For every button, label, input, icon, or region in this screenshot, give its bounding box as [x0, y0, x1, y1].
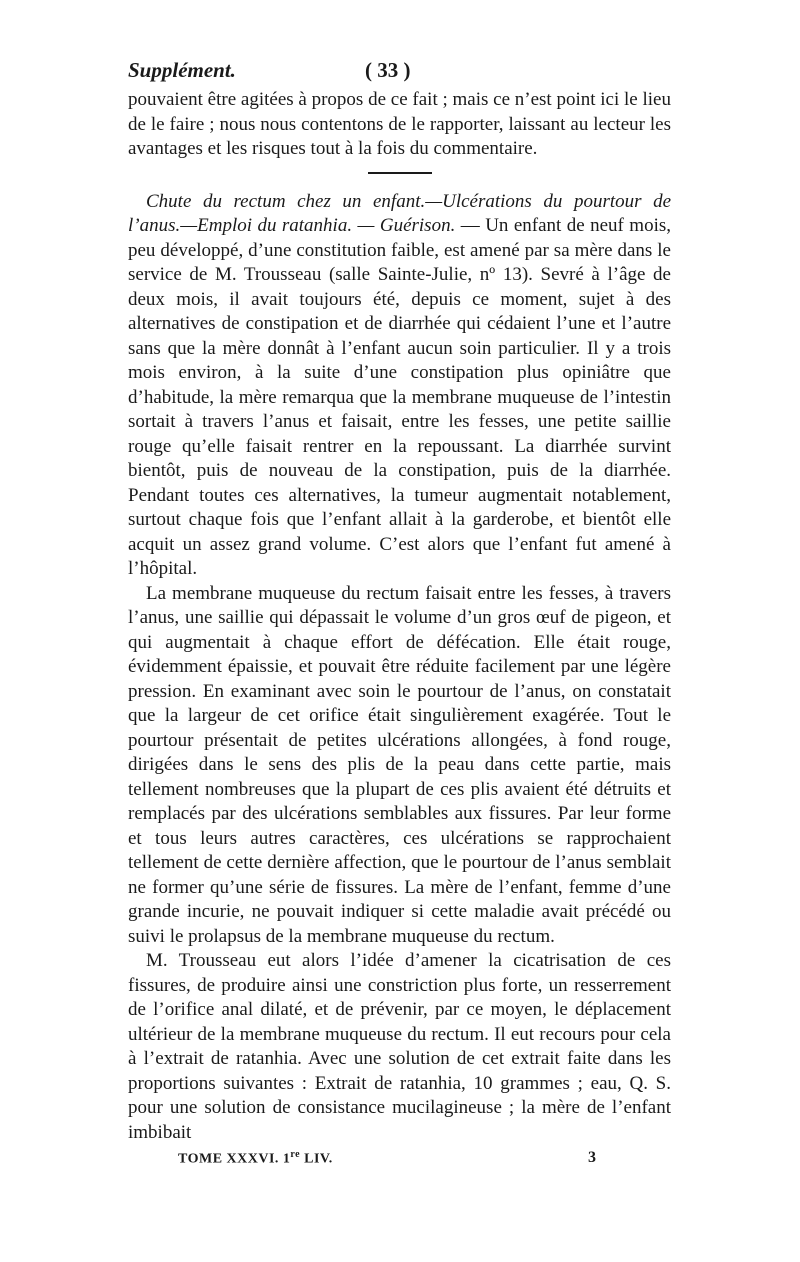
footer-signature [128, 1149, 671, 1175]
paragraph-examination: La membrane muqueuse du rectum faisait entre les fesses, à travers l’anus, une saillie qui dépassait le volume d’un gros œuf de pigeon, et qui augmentait à chaque effort de défécation. Elle était rouge, évidemment épaissie, et pouvait être réduite facilement par une légère pression. En examinant avec soin le pourtour de l’anus, on constatait que la largeur de cet orifice était singulièrement exagérée. Tout le pourtour présentait de petites ulcérations allongées, à fond rouge, dirigées dans le sens des plis de la peau dans cette partie, mais tellement nombreuses que la plupart de ces plis avaient été détruits et remplacés par des ulcérations semblables aux fissures. Par leur forme et tous leurs autres caractères, ces ulcérations se rapprochaient tellement de cette dernière affection, que le pourtour de l’anus semblait ne former qu’une série de fissures. La mère de l’enfant, femme d’une grande incurie, ne pouvait indiquer si cette maladie avait précédé ou suivi le prolapsus de la membrane muqueuse du rectum. [128, 582, 671, 947]
case-report-paragraph [128, 190, 671, 582]
page [128, 58, 671, 1175]
paragraph-treatment: M. Trousseau eut alors l’idée d’amener la cicatrisation de ces fissures, de produire ainsi une constriction plus forte, un resserrement de l’orifice anal dilaté, et de prévenir, par ce moyen, le déplacement ultérieur de la membrane muqueuse du rectum. Il eut recours pour cela à l’extrait de ratanhia. Avec une solution de cet extrait faite dans les proportions suivantes : Extrait de ratanhia, 10 grammes ; eau, Q. S. pour une solution de consistance mucilagineuse ; la mère de l’enfant imbibait [128, 950, 671, 1143]
running-header [128, 58, 671, 88]
signature-mark: TOME XXXVI. 1re LIV. [178, 1149, 333, 1167]
paragraph-continuation: pouvaient être agitées à propos de ce fait ; mais ce n’est point ici le lieu de le faire ; nous nous contentons de le rapporter, laissant au lecteur les avantages et les risques tout à la fois du commentaire. [128, 89, 671, 159]
case-title: Chute du rectum chez un enfant.—Ulcérations du pourtour de l’anus.—Emploi du ratanhia. — Guérison. [128, 190, 671, 236]
case-intro: — Un enfant de neuf mois, peu développé, d’une constitution faible, est amené par sa mère dans le service de M. Trousseau (salle Sainte-Julie, nº 13). Sevré à l’âge de deux mois, il avait toujours été, depuis ce moment, sujet à des alternatives de constipation et de diarrhée qui cédaient l’une et l’autre sans que la mère donnât à l’enfant aucun soin particulier. Il y a trois mois environ, à la suite d’une constipation plus opiniâtre que d’habitude, la mère remarqua que la membrane muqueuse de l’intestin sortait à travers l’anus et faisait, entre les fesses, une petite saillie rouge qu’elle faisait rentrer en la repoussant. La diarrhée survint bientôt, puis de nouveau de la constipation, puis de la diarrhée. Pendant toutes ces alternatives, la tumeur augmentait notablement, surtout chaque fois que l’enfant allait à la garderobe, et bientôt elle acquit un assez grand volume. C’est alors que l’enfant fut amené à l’hôpital. [128, 215, 671, 579]
sheet-number: 3 [588, 1149, 597, 1166]
section-divider [368, 172, 432, 174]
page-number: ( 33 ) [365, 58, 411, 82]
section-title: Supplément. [128, 58, 236, 82]
body-text [128, 88, 671, 1145]
